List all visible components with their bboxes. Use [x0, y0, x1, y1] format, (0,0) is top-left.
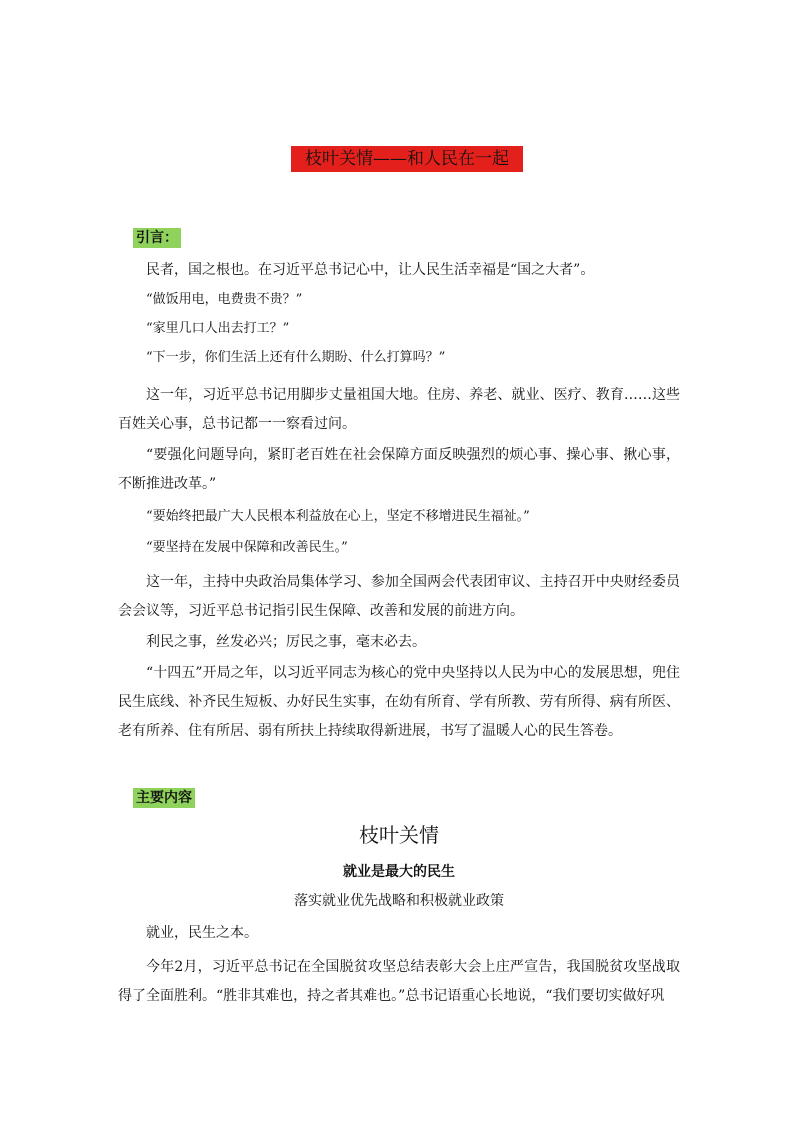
document-title: 枝叶关情——和人民在一起 [291, 146, 523, 172]
main-paragraph-1: 就业，民生之本。 [146, 925, 258, 941]
intro-paragraph-3: 这一年，主持中央政治局集体学习、参加全国两会代表团审议、主持召开中央财经委员会会议等，习近平总书记指引民生保障、改善和发展的前进方向。 [118, 574, 680, 619]
main-paragraph-2: 今年2月，习近平总书记在全国脱贫攻坚总结表彰大会上庄严宣告，我国脱贫攻坚战取得了全面胜利。“胜非其难也，持之者其难也。”总书记语重心长地说，“我们要切实做好巩 [118, 959, 680, 1004]
intro-quote-2: “家里几口人出去打工？” [146, 321, 290, 336]
intro-quote-1: “做饭用电，电费贵不贵？” [146, 292, 303, 307]
main-heading: 枝叶关情 [359, 823, 439, 847]
intro-paragraph-4: 利民之事，丝发必兴；厉民之事，毫末必去。 [146, 634, 426, 650]
intro-paragraph-2: 这一年，习近平总书记用脚步丈量祖国大地。住房、养老、就业、医疗、教育……这些百姓关心事，总书记都一一察看过问。 [118, 387, 680, 432]
sub-sub-heading: 落实就业优先战略和积极就业政策 [294, 893, 504, 909]
intro-quote-3: “下一步，你们生活上还有什么期盼、什么打算吗？” [146, 350, 446, 365]
intro-quote-6: “要坚持在发展中保障和改善民生。” [146, 540, 348, 555]
main-content-label: 主要内容 [133, 788, 195, 808]
intro-quote-5: “要始终把最广大人民根本利益放在心上，坚定不移增进民生福祉。” [146, 509, 530, 524]
sub-heading: 就业是最大的民生 [343, 864, 455, 880]
intro-paragraph-1: 民者，国之根也。在习近平总书记心中，让人民生活幸福是“国之大者”。 [146, 262, 595, 278]
intro-quote-4: “要强化问题导向，紧盯老百姓在社会保障方面反映强烈的烦心事、操心事、揪心事，不断推进改革。” [118, 447, 680, 492]
intro-label: 引言： [133, 228, 181, 248]
intro-paragraph-5: “十四五”开局之年，以习近平同志为核心的党中央坚持以人民为中心的发展思想，兜住民生底线、补齐民生短板、办好民生实事，在幼有所育、学有所教、劳有所得、病有所医、老有所养、住有所居、弱有所扶上持续取得新进展，书写了温暖人心的民生答卷。 [118, 665, 680, 739]
